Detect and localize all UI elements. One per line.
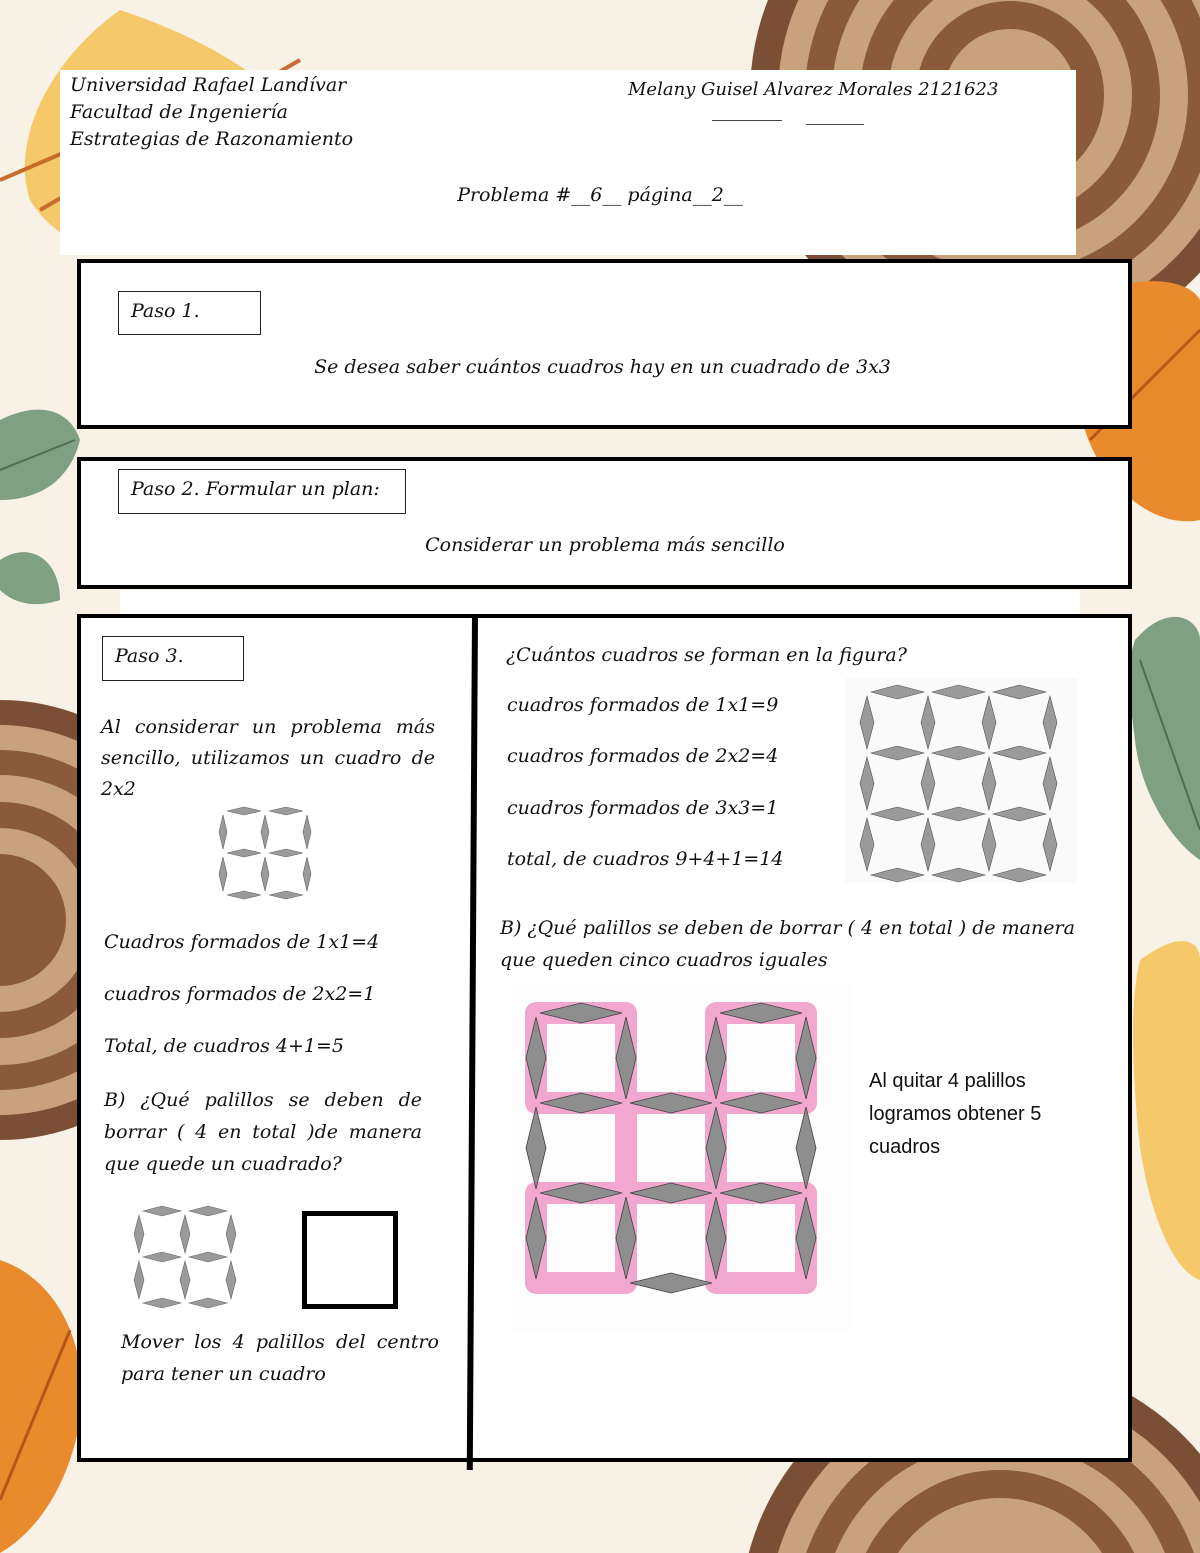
right-result-4: total, de cuadros 9+4+1=14 [507, 848, 784, 870]
matchstick-vertical [303, 815, 311, 849]
orange-leaf-bottom-left [0, 1260, 82, 1553]
underline-1 [712, 120, 782, 121]
matchstick-horizontal [227, 807, 261, 815]
underline-2 [806, 124, 864, 125]
paso2-label: Paso 2. Formular un plan: [118, 469, 406, 514]
matchstick-vertical [226, 1261, 236, 1299]
right-result-1: cuadros formados de 1x1=9 [507, 694, 779, 716]
paso3-result-3: Total, de cuadros 4+1=5 [104, 1035, 344, 1057]
matchstick-horizontal [143, 1298, 181, 1308]
faculty-name: Facultad de Ingeniería [70, 101, 288, 123]
right-answer-b: Al quitar 4 palillos logramos obtener 5 cuadros [869, 1070, 1042, 1158]
gap-panel [120, 590, 1080, 614]
matchstick-horizontal [269, 849, 303, 857]
grid-2x2-small-figure [131, 1203, 241, 1311]
grid-3x3-highlighted-figure [512, 985, 852, 1330]
yellow-leaf-right [1133, 941, 1200, 1280]
matchstick-horizontal [269, 807, 303, 815]
right-result-3: cuadros formados de 3x3=1 [507, 797, 779, 819]
student-name: Melany Guisel Alvarez Morales 2121623 [628, 79, 999, 100]
matchstick-vertical [219, 815, 227, 849]
matchstick-vertical [226, 1215, 236, 1253]
matchstick-horizontal [143, 1252, 181, 1262]
matchstick-horizontal [189, 1252, 227, 1262]
paso3-question-b: B) ¿Qué palillos se deben de borrar ( 4 en total )de manera que quede un cuadrado? [104, 1089, 422, 1175]
paso3-label: Paso 3. [102, 636, 244, 681]
matchstick-horizontal [269, 891, 303, 899]
matchstick-horizontal [227, 891, 261, 899]
matchstick-vertical [261, 857, 269, 891]
course-name: Estrategias de Razonamiento [70, 128, 354, 150]
header-left [70, 72, 353, 153]
paso3-answer-b: Mover los 4 palillos del centro para tener un cuadro [121, 1331, 439, 1385]
matchstick-vertical [134, 1261, 144, 1299]
matchstick-vertical [134, 1215, 144, 1253]
matchstick-vertical [303, 857, 311, 891]
matchstick-horizontal [189, 1206, 227, 1216]
matchstick-vertical [219, 857, 227, 891]
matchstick-horizontal [227, 849, 261, 857]
grid-3x3-figure [845, 678, 1077, 883]
matchstick-vertical [180, 1261, 190, 1299]
paso1-text: Se desea saber cuántos cuadros hay en un cuadrado de 3x3 [314, 356, 891, 378]
paso1-label: Paso 1. [118, 291, 261, 335]
right-question: ¿Cuántos cuadros se forman en la figura? [506, 644, 907, 666]
right-result-2: cuadros formados de 2x2=4 [507, 745, 779, 767]
paso3-result-1: Cuadros formados de 1x1=4 [104, 931, 380, 953]
university-name: Universidad Rafael Landívar [70, 74, 347, 96]
paso3-result-2: cuadros formados de 2x2=1 [104, 983, 376, 1005]
paso2-text: Considerar un problema más sencillo [425, 534, 785, 556]
green-leaf-right [1129, 617, 1200, 860]
matchstick-vertical [180, 1215, 190, 1253]
paso1-box [77, 259, 1132, 429]
green-leaf-left [0, 410, 80, 605]
matchstick-horizontal [189, 1298, 227, 1308]
right-question-b: B) ¿Qué palillos se deben de borrar ( 4 en total ) de manera que queden cinco cuadros iguales [500, 917, 1075, 971]
matchstick-horizontal [143, 1206, 181, 1216]
single-square-figure [302, 1211, 398, 1309]
grid-2x2-figure [215, 805, 315, 901]
paso3-intro: Al considerar un problema más sencillo, utilizamos un cuadro de 2x2 [101, 716, 435, 800]
problem-line: Problema #__6__ página__2__ [457, 184, 743, 206]
matchstick-vertical [261, 815, 269, 849]
